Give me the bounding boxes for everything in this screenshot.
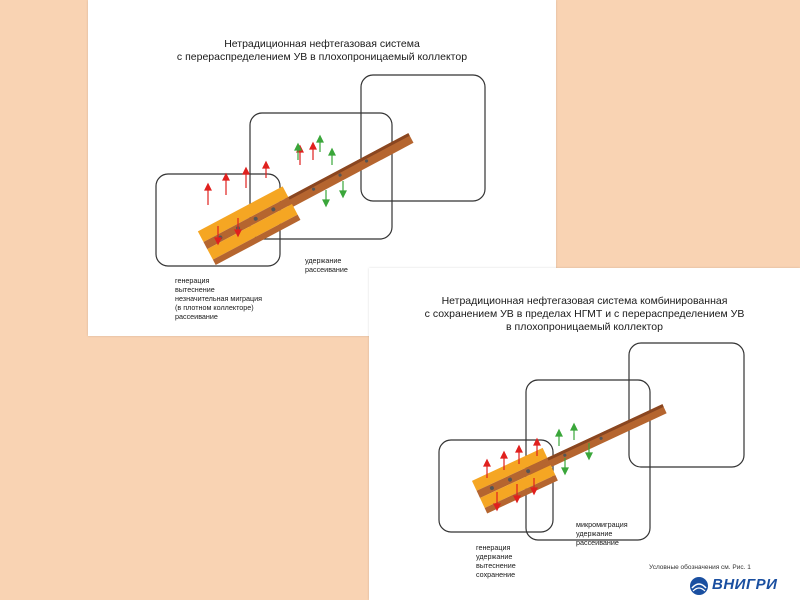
vnigri-logo — [688, 574, 800, 598]
arrow-head — [514, 496, 520, 502]
label-dispersion: рассеивание — [175, 312, 218, 321]
arrow-head — [516, 446, 522, 452]
arrow-head — [501, 452, 507, 458]
arrow-head — [205, 184, 211, 190]
arrow-head — [323, 200, 329, 206]
slide-2-title-line-2: с сохранением УВ в пределах НГМТ и с перераспределением УВ — [424, 308, 745, 320]
label-dense-collector: (в плотном коллекторе) — [175, 303, 254, 312]
collector-layer — [285, 133, 414, 208]
slide-1-title-line-1: Нетрадиционная нефтегазовая система — [224, 38, 420, 50]
arrow-head — [223, 174, 229, 180]
collector-layer-edge — [285, 133, 410, 201]
slide-2-right-labels — [576, 520, 628, 547]
label-retention: удержание — [576, 529, 613, 538]
arrow-head — [484, 460, 490, 466]
label-retention: удержание — [305, 256, 342, 265]
arrow-head — [329, 149, 335, 155]
slide-1-left-labels — [175, 276, 262, 321]
slide-2 — [369, 268, 800, 600]
label-generation: генерация — [175, 276, 210, 285]
frame-collector — [629, 343, 744, 467]
slide-2-title-line-3: в плохопроницаемый коллектор — [506, 321, 663, 333]
slide-2-diagram — [369, 268, 800, 600]
arrow-head — [562, 468, 568, 474]
label-retention: удержание — [476, 552, 513, 561]
arrow-head — [531, 488, 537, 494]
label-displacement: вытеснение — [476, 561, 516, 570]
label-minor-migration: незначительная миграция — [175, 294, 263, 303]
legend-reference: Условные обозначения см. Рис. 1 — [649, 564, 751, 571]
label-displacement: вытеснение — [175, 285, 215, 294]
slide-2-title-line-1: Нетрадиционная нефтегазовая система комбинированная — [441, 295, 728, 307]
arrow-head — [243, 168, 249, 174]
arrow-head — [317, 136, 323, 142]
vnigri-logo-text: ВНИГРИ — [712, 576, 778, 593]
label-generation: генерация — [476, 543, 511, 552]
slide-1-right-labels — [305, 256, 348, 274]
label-micromigration: микромиграция — [576, 520, 628, 529]
label-dispersion: рассеивание — [576, 538, 619, 547]
arrow-head — [340, 191, 346, 197]
arrow-head — [556, 430, 562, 436]
slide-1-title-line-2: с перераспределением УВ в плохопроницаемый коллектор — [176, 51, 468, 63]
slide-2-left-labels — [476, 543, 516, 579]
arrow-head — [586, 453, 592, 459]
label-dispersion: рассеивание — [305, 265, 348, 274]
label-preservation: сохранение — [476, 570, 516, 579]
frame-collector — [361, 75, 485, 201]
arrow-head — [571, 424, 577, 430]
source-rock-layers — [472, 394, 673, 513]
arrow-head — [263, 162, 269, 168]
source-rock-layers — [198, 122, 421, 264]
vnigri-logo-icon — [688, 576, 710, 596]
arrow-head — [310, 143, 316, 149]
